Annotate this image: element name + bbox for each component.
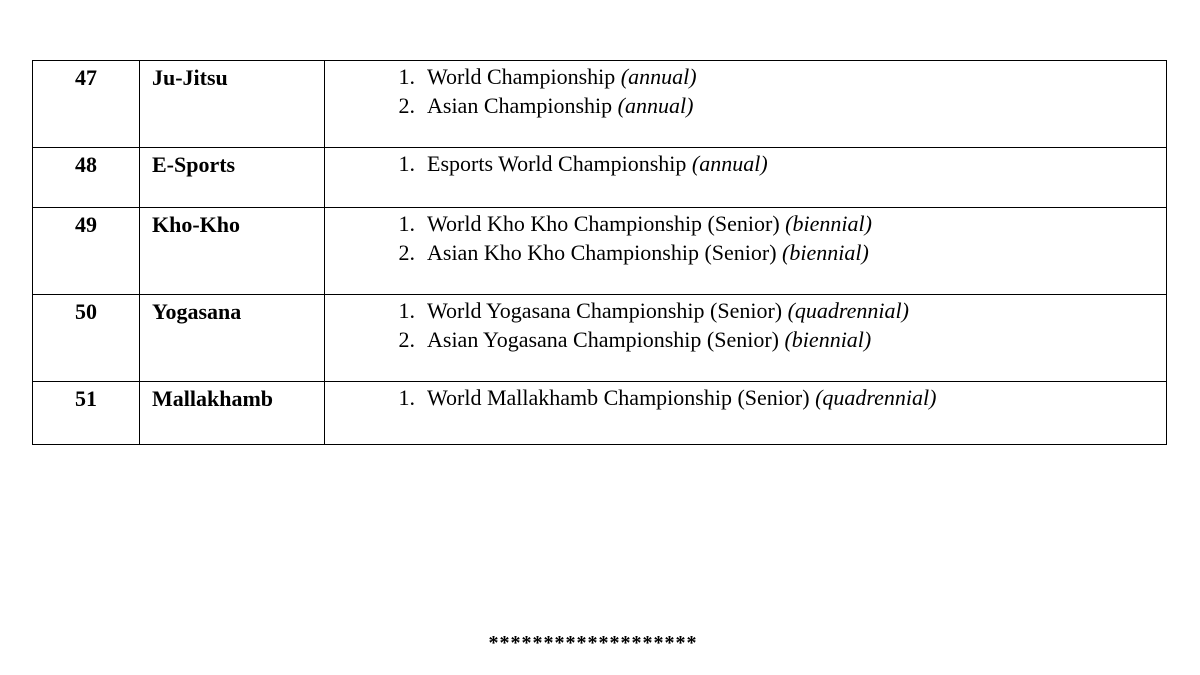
row-number: 50 bbox=[33, 295, 140, 382]
event-list bbox=[325, 209, 1166, 267]
list-index: 2. bbox=[398, 240, 415, 265]
row-number: 48 bbox=[33, 148, 140, 208]
list-index: 1. bbox=[398, 385, 415, 410]
event-list bbox=[325, 383, 1166, 412]
event-name: World Mallakhamb Championship (Senior) bbox=[427, 385, 810, 410]
event-name: Asian Kho Kho Championship (Senior) bbox=[427, 240, 777, 265]
event-name: World Championship bbox=[427, 64, 616, 89]
event-name: Esports World Championship bbox=[427, 151, 687, 176]
sport-name: Mallakhamb bbox=[140, 382, 325, 445]
table-row bbox=[33, 208, 1167, 295]
event-frequency: (biennial) bbox=[785, 211, 872, 236]
list-index: 2. bbox=[398, 93, 415, 118]
table-row bbox=[33, 295, 1167, 382]
list-item bbox=[325, 91, 1166, 120]
list-item bbox=[325, 383, 1166, 412]
row-number: 49 bbox=[33, 208, 140, 295]
event-frequency: (annual) bbox=[620, 64, 697, 89]
sport-name: Kho-Kho bbox=[140, 208, 325, 295]
list-index: 1. bbox=[398, 211, 415, 236]
event-name: World Yogasana Championship (Senior) bbox=[427, 298, 783, 323]
event-list-cell bbox=[325, 295, 1167, 382]
event-frequency: (quadrennial) bbox=[787, 298, 909, 323]
event-frequency: (annual) bbox=[617, 93, 694, 118]
list-item bbox=[325, 238, 1166, 267]
list-item bbox=[325, 296, 1166, 325]
event-name: World Kho Kho Championship (Senior) bbox=[427, 211, 780, 236]
event-list bbox=[325, 62, 1166, 120]
event-list bbox=[325, 149, 1166, 178]
sport-name: Ju-Jitsu bbox=[140, 61, 325, 148]
list-index: 2. bbox=[398, 327, 415, 352]
list-index: 1. bbox=[398, 151, 415, 176]
table-row bbox=[33, 148, 1167, 208]
list-item bbox=[325, 149, 1166, 178]
events-table bbox=[32, 60, 1167, 445]
event-name: Asian Championship bbox=[427, 93, 613, 118]
list-index: 1. bbox=[398, 298, 415, 323]
list-index: 1. bbox=[398, 64, 415, 89]
event-list-cell bbox=[325, 61, 1167, 148]
end-of-document-marker: ******************* bbox=[488, 632, 698, 654]
event-frequency: (biennial) bbox=[784, 327, 872, 352]
sport-name: Yogasana bbox=[140, 295, 325, 382]
event-name: Asian Yogasana Championship (Senior) bbox=[427, 327, 779, 352]
event-list-cell bbox=[325, 382, 1167, 445]
list-item bbox=[325, 325, 1166, 354]
list-item bbox=[325, 62, 1166, 91]
row-number: 47 bbox=[33, 61, 140, 148]
sport-name: E-Sports bbox=[140, 148, 325, 208]
row-number: 51 bbox=[33, 382, 140, 445]
event-frequency: (quadrennial) bbox=[815, 385, 937, 410]
event-frequency: (annual) bbox=[691, 151, 768, 176]
event-list-cell bbox=[325, 208, 1167, 295]
event-list bbox=[325, 296, 1166, 354]
event-list-cell bbox=[325, 148, 1167, 208]
event-frequency: (biennial) bbox=[782, 240, 869, 265]
table-row bbox=[33, 382, 1167, 445]
table-row bbox=[33, 61, 1167, 148]
list-item bbox=[325, 209, 1166, 238]
